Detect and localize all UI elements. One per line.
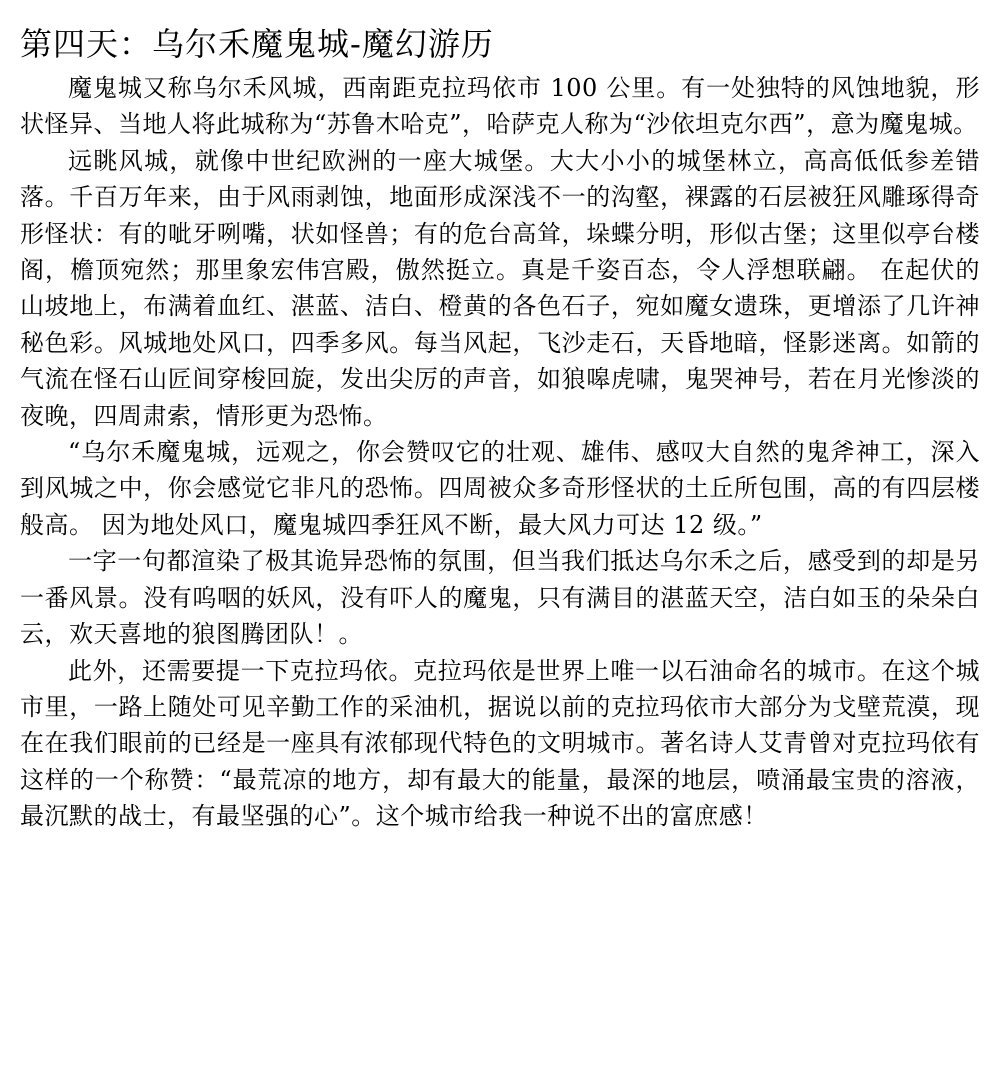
document-page: [20, 24, 980, 835]
paragraph-2: 远眺风城，就像中世纪欧洲的一座大城堡。大大小小的城堡林立，高高低低参差错落。千百万年来，由于风雨剥蚀，地面形成深浅不一的沟壑，裸露的石层被狂风雕琢得奇形怪状：有的呲牙咧嘴，状如怪兽；有的危台高耸，垛蝶分明，形似古堡；这里似亭台楼阁，檐顶宛然；那里象宏伟宫殿，傲然挺立。真是千姿百态，令人浮想联翩。 在起伏的山坡地上，布满着血红、湛蓝、洁白、橙黄的各色石子，宛如魔女遗珠，更增添了几许神秘色彩。风城地处风口，四季多风。每当风起，飞沙走石，天昏地暗，怪影迷离。如箭的气流在怪石山匠间穿梭回旋，发出尖厉的声音，如狼嗥虎啸，鬼哭神号，若在月光惨淡的夜晚，四周肃索，情形更为恐怖。: [20, 146, 980, 430]
paragraph-4: 一字一句都渲染了极其诡异恐怖的氛围，但当我们抵达乌尔禾之后，感受到的却是另一番风景。没有呜咽的妖风，没有吓人的魔鬼，只有满目的湛蓝天空，洁白如玉的朵朵白云，欢天喜地的狼图腾团队！。: [20, 547, 980, 649]
paragraph-1: 魔鬼城又称乌尔禾风城，西南距克拉玛依市 100 公里。有一处独特的风蚀地貌，形状怪异、当地人将此城称为“苏鲁木哈克”，哈萨克人称为“沙依坦克尔西”，意为魔鬼城。: [20, 74, 980, 139]
paragraph-5: 此外，还需要提一下克拉玛依。克拉玛依是世界上唯一以石油命名的城市。在这个城市里，一路上随处可见辛勤工作的采油机，据说以前的克拉玛依市大部分为戈壁荒漠，现在在我们眼前的已经是一座具有浓郁现代特色的文明城市。著名诗人艾青曾对克拉玛依有这样的一个称赞：“最荒凉的地方，却有最大的能量，最深的地层，喷涌最宝贵的溶液，最沉默的战士，有最坚强的心”。这个城市给我一种说不出的富庶感！: [20, 656, 980, 831]
document-title: 第四天：乌尔禾魔鬼城-魔幻游历: [20, 25, 494, 63]
paragraph-3: “乌尔禾魔鬼城，远观之，你会赞叹它的壮观、雄伟、感叹大自然的鬼斧神工，深入到风城之中，你会感觉它非凡的恐怖。四周被众多奇形怪状的土丘所包围，高的有四层楼般高。 因为地处风口，魔鬼城四季狂风不断，最大风力可达 12 级。”: [20, 438, 980, 539]
